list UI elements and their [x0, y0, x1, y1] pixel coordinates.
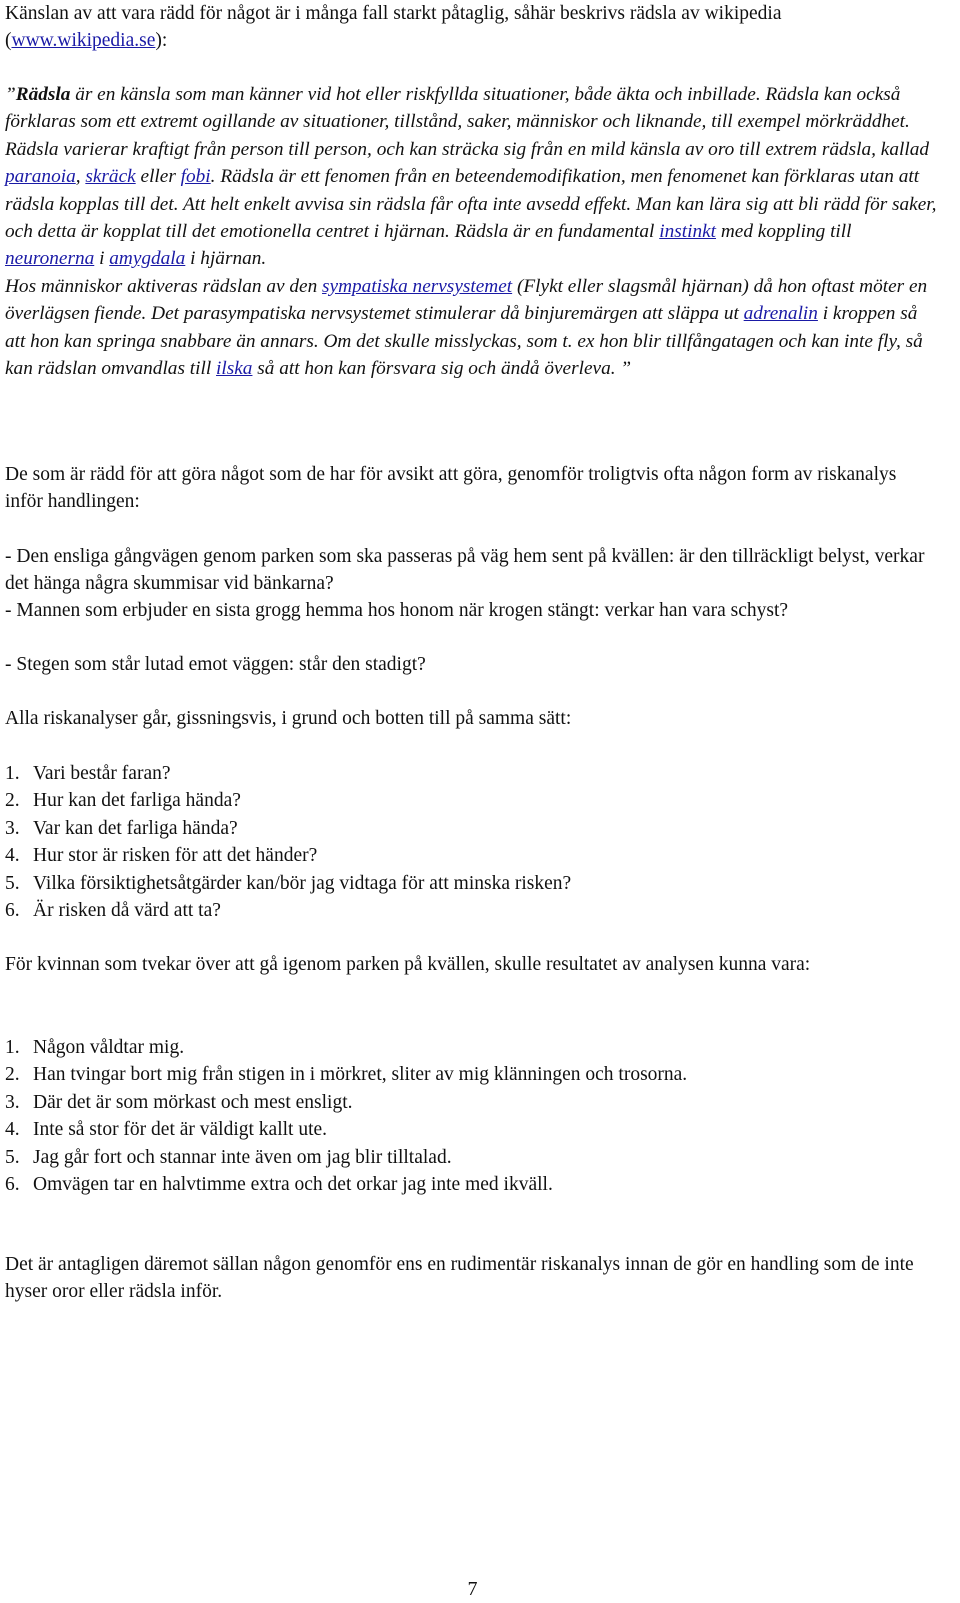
- wikipedia-link[interactable]: www.wikipedia.se: [11, 30, 156, 52]
- link-instinkt[interactable]: instinkt: [659, 221, 717, 243]
- example-2: - Mannen som erbjuder en sista grogg hemma hos honom när krogen stängt: verkar han vara schyst?: [5, 600, 789, 621]
- document-page: [5, 0, 940, 1603]
- quote-term: Rädsla: [15, 84, 71, 105]
- list-item: 2. Han tvingar bort mig från stigen in i mörkret, sliter av mig klänningen och trosorna.: [5, 1064, 688, 1086]
- list-item: 2. Hur kan det farliga hända?: [5, 790, 241, 812]
- intro-text: Känslan av att vara rädd för något är i många fall starkt påtaglig, såhär beskrivs rädsla av wikipedia (: [5, 3, 782, 52]
- link-amygdala[interactable]: amygdala: [109, 248, 186, 270]
- link-skrack[interactable]: skräck: [85, 166, 136, 188]
- riskanalys-intro: Alla riskanalyser går, gissningsvis, i grund och botten till på samma sätt:: [5, 708, 572, 729]
- wikipedia-quote: ”Rädsla är en känsla som man känner vid hot eller riskfyllda situationer, både äkta och inbillade. Rädsla kan också förklaras som ett extremt ogillande av situationer, tillstånd, saker, människor och liknande, till exempel mörkräddhet. Rädsla varierar kraftigt från person till person, och kan sträcka sig från en mild känsla av oro till extrem rädsla, kallad paranoia, skräck eller fobi. Rädsla är ett fenomen från en beteendemodifikation, men fenomenet kan förklaras utan att rädsla kopplas till det. Att helt enkelt avvisa sin rädsla får ofta inte avsedd effekt. Man kan lära sig att bli rädd för saker, och detta är kopplat till det emotionella centret i hjärnan. Rädsla är en fundamental instinkt med koppling till neuronerna i amygdala i hjärnan. Hos människor aktiveras rädslan av den sympatiska nervsystemet (Flykt eller slagsmål hjärnan) då hon oftast möter en överlägsen fiende. Det parasympatiska nervsystemet stimulerar då binjuremärgen att släppa ut adrenalin i kroppen så att hon kan springa snabbare än annars. Om det skulle misslyckas, som t. ex hon blir tillfångatagen och kan inte fly, så kan rädslan omvandlas till ilska så att hon kan försvara sig och ändå överleva. ”: [5, 84, 937, 380]
- link-neuronerna[interactable]: neuronerna: [5, 248, 95, 270]
- link-fobi[interactable]: fobi: [180, 166, 211, 188]
- link-adrenalin[interactable]: adrenalin: [743, 303, 818, 325]
- list-item: 3. Var kan det farliga hända?: [5, 817, 238, 839]
- list-item: 6. Är risken då värd att ta?: [5, 900, 221, 922]
- list-item: 1. Vari består faran?: [5, 763, 171, 784]
- example-3: - Stegen som står lutad emot väggen: står den stadigt?: [5, 654, 426, 675]
- analysis-paragraph: De som är rädd för att göra något som de har för avsikt att göra, genomför troligtvis ofta någon form av riskanalys inför handlingen:: [5, 464, 897, 513]
- list-item: 5. Jag går fort och stannar inte även om jag blir tilltalad.: [5, 1146, 452, 1168]
- list-item: 3. Där det är som mörkast och mest ensligt.: [5, 1091, 353, 1113]
- question-list: [5, 760, 930, 924]
- list-item: 6. Omvägen tar en halvtimme extra och det orkar jag inte med ikväll.: [5, 1174, 553, 1196]
- link-ilska[interactable]: ilska: [216, 358, 253, 380]
- link-sympatiska-nervsystemet[interactable]: sympatiska nervsystemet: [322, 275, 513, 297]
- page-number: 7: [467, 1578, 478, 1600]
- answer-list: [5, 1034, 930, 1198]
- list-item: 4. Inte så stor för det är väldigt kallt ute.: [5, 1119, 328, 1141]
- intro-paragraph: [5, 0, 865, 55]
- link-paranoia[interactable]: paranoia: [5, 166, 76, 188]
- list-item: 4. Hur stor är risken för att det händer?: [5, 845, 318, 867]
- list-item: 1. Någon våldtar mig.: [5, 1037, 185, 1058]
- list-item: 5. Vilka försiktighetsåtgärder kan/bör jag vidtaga för att minska risken?: [5, 872, 572, 894]
- example-1: - Den ensliga gångvägen genom parken som ska passeras på väg hem sent på kvällen: är den tillräckligt belyst, verkar det hänga några skummisar vid bänkarna?: [5, 546, 925, 595]
- intro-text-end: ):: [155, 30, 168, 52]
- kvinnan-paragraph: För kvinnan som tvekar över att gå igenom parken på kvällen, skulle resultatet av analysen kunna vara:: [5, 954, 811, 975]
- final-paragraph: Det är antagligen däremot sällan någon genomför ens en rudimentär riskanalys innan de gör en handling som de inte hyser oror eller rädsla inför.: [5, 1254, 914, 1303]
